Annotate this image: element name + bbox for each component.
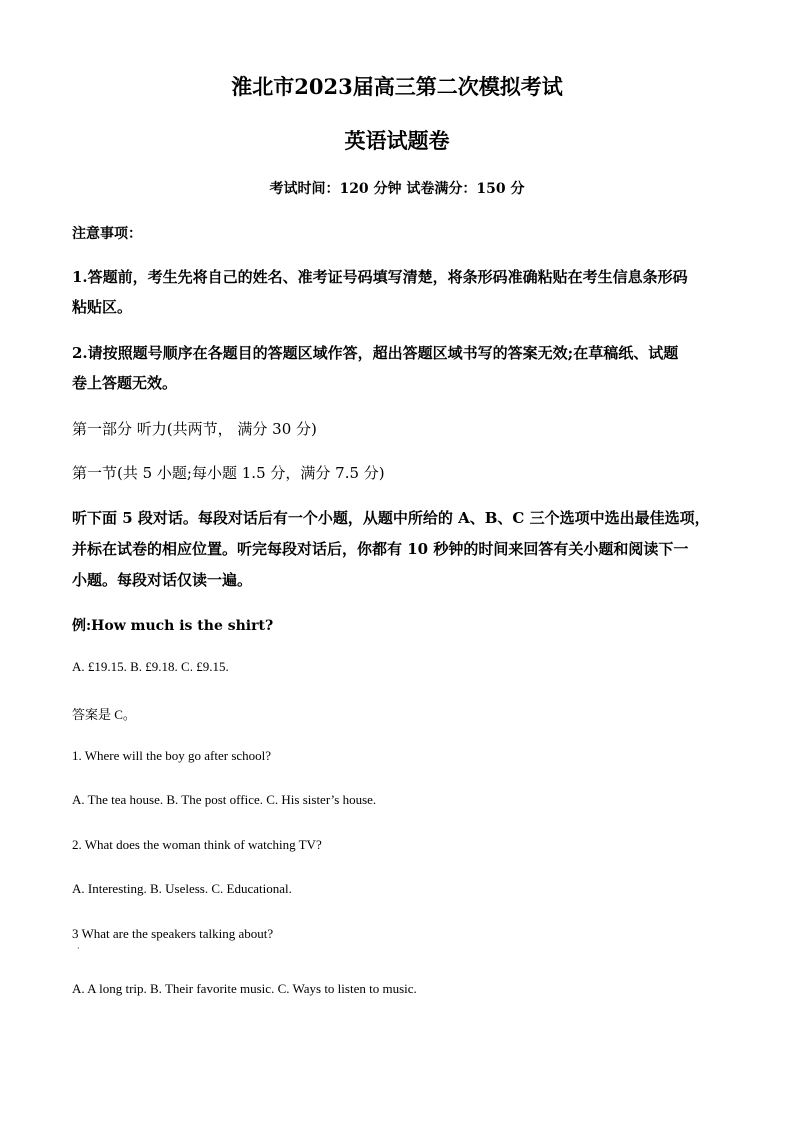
question-1: 1. Where will the boy go after school?: [72, 748, 272, 763]
question-2-options: A. Interesting. B. Useless. C. Educational.: [72, 881, 292, 896]
note-2-line-2: 卷上答题无效。: [72, 374, 178, 392]
example-question: 例:How much is the shirt?: [72, 618, 274, 634]
instructions-line-2: 并标在试卷的相应位置。听完每段对话后，你都有 10 秒钟的时间来回答有关小题和阅读下一: [72, 540, 689, 558]
note-1-line-1: 1.答题前，考生先将自己的姓名、准考证号码填写清楚，将条形码准确粘贴在考生信息条形码: [72, 268, 688, 286]
exam-subtitle: 英语试题卷: [344, 128, 450, 153]
instructions-line-3: 小题。每段对话仅读一遍。: [72, 571, 253, 589]
note-2-line-1: 2.请按照题号顺序在各题目的答题区域作答，超出答题区域书写的答案无效;在草稿纸、试题: [72, 344, 679, 362]
question-1-options: A. The tea house. B. The post office. C. His sister’s house.: [72, 792, 377, 807]
question-3-options: A. A long trip. B. Their favorite music. C. Ways to listen to music.: [72, 981, 417, 996]
question-2: 2. What does the woman think of watching TV?: [72, 837, 322, 852]
part-1-heading: 第一部分 听力(共两节， 满分 30 分): [72, 420, 317, 438]
example-options: A. £19.15. B. £9.18. C. £9.15.: [72, 659, 229, 674]
exam-title: 淮北市2023届高三第二次模拟考试: [231, 74, 563, 99]
question-3: 3 What are the speakers talking about?: [72, 926, 274, 941]
instructions-line-1: 听下面 5 段对话。每段对话后有一个小题，从题中所给的 A、B、C 三个选项中选出最佳选项，: [72, 509, 710, 527]
section-1-heading: 第一节(共 5 小题;每小题 1.5 分，满分 7.5 分): [72, 464, 385, 482]
example-answer: 答案是 C。: [72, 707, 136, 722]
notes-heading: 注意事项：: [72, 226, 142, 242]
exam-info: 考试时间：120 分钟 试卷满分：150 分: [269, 181, 525, 197]
stray-dot: ·: [77, 944, 80, 953]
note-1-line-2: 粘贴区。: [72, 298, 133, 316]
